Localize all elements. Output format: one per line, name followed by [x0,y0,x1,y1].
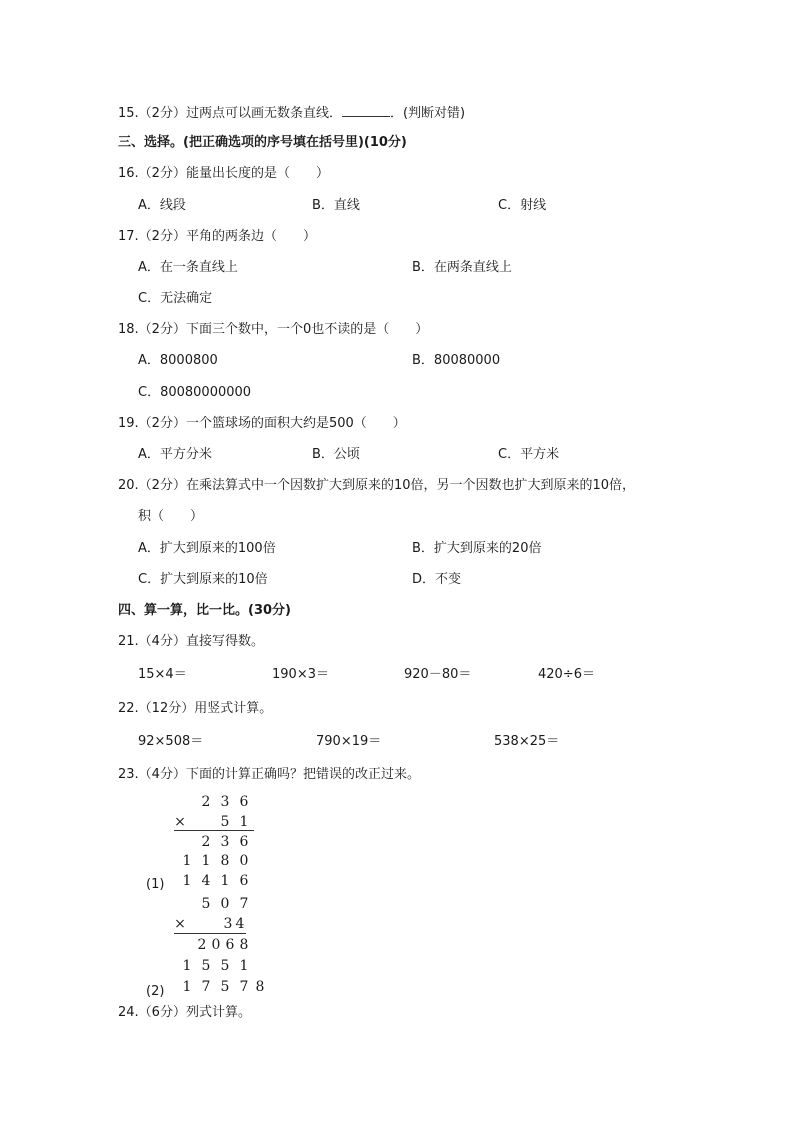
digit: 1 [239,814,249,830]
digit: 4 [235,916,245,932]
question-20-continued: 积（ ） [138,509,204,524]
q22-expression-2: 790×19＝ [316,734,382,749]
q16-option-b[interactable]: B．直线 [312,198,360,213]
times-sign: × [174,916,186,932]
digit: 7 [239,896,249,912]
digit: 2 [201,794,211,810]
digit: 2 [197,937,207,953]
digit: 3 [220,834,230,850]
digit: 2 [201,834,211,850]
q18-option-b[interactable]: B．80080000 [412,353,501,368]
question-19: 19.（2分）一个篮球场的面积大约是500（ ） [118,416,406,431]
question-24: 24.（6分）列式计算。 [118,1005,251,1020]
digit: 5 [201,896,211,912]
section-4-title: 四、算一算，比一比。(30分) [118,603,291,618]
question-16: 16.（2分）能量出长度的是（ ） [118,166,329,181]
q17-option-b[interactable]: B．在两条直线上 [412,260,512,275]
digit: 1 [182,853,192,869]
digit: 3 [220,794,230,810]
digit: 1 [239,958,249,974]
digit: 1 [182,979,192,995]
digit: 5 [220,958,230,974]
question-17: 17.（2分）平角的两条边（ ） [118,229,316,244]
q21-expression-2: 190×3＝ [272,667,329,682]
q16-option-a[interactable]: A．线段 [138,198,186,213]
digit: 6 [239,794,249,810]
digit: 1 [201,853,211,869]
digit: 0 [220,896,230,912]
digit: 5 [220,979,230,995]
q20-option-b[interactable]: B．扩大到原来的20倍 [412,541,542,556]
question-15-suffix: ．(判断对错) [389,106,466,121]
times-sign: × [174,814,186,830]
calculation-rule [174,933,246,934]
digit: 1 [220,873,230,889]
digit: 3 [223,916,233,932]
q17-option-c[interactable]: C．无法确定 [138,291,213,306]
q22-expression-1: 92×508＝ [138,734,204,749]
digit: 1 [182,873,192,889]
calculation-1-label: (1) [146,877,165,892]
q19-option-a[interactable]: A．平方分米 [138,447,212,462]
calculation-2-label: (2) [146,984,165,999]
q21-expression-3: 920－80＝ [404,667,472,682]
digit: 6 [239,834,249,850]
q19-option-c[interactable]: C．平方米 [498,447,560,462]
q18-option-a[interactable]: A．8000800 [138,353,218,368]
digit: 8 [220,853,230,869]
question-21: 21.（4分）直接写得数。 [118,634,264,649]
q20-option-d[interactable]: D．不变 [412,572,462,587]
q17-option-a[interactable]: A．在一条直线上 [138,260,238,275]
digit: 4 [201,873,211,889]
q22-expression-3: 538×25＝ [494,734,560,749]
digit: 8 [255,979,265,995]
digit: 5 [220,814,230,830]
question-22: 22.（12分）用竖式计算。 [118,701,273,716]
digit: 6 [239,873,249,889]
question-18: 18.（2分）下面三个数中，一个0也不读的是（ ） [118,322,429,337]
q20-option-c[interactable]: C．扩大到原来的10倍 [138,572,268,587]
question-15 [118,104,465,123]
calculation-rule [174,830,254,831]
q16-option-c[interactable]: C．射线 [498,198,547,213]
digit: 7 [239,979,249,995]
digit: 0 [239,853,249,869]
digit: 7 [201,979,211,995]
digit: 1 [182,958,192,974]
question-20: 20.（2分）在乘法算式中一个因数扩大到原来的10倍，另一个因数也扩大到原来的10倍， [118,478,636,493]
digit: 5 [201,958,211,974]
digit: 0 [211,937,221,953]
q18-option-c[interactable]: C．80080000000 [138,385,252,400]
digit: 8 [239,937,249,953]
q21-expression-1: 15×4＝ [138,667,187,682]
question-15-text: 15.（2分）过两点可以画无数条直线． [118,106,342,121]
q21-expression-4: 420÷6＝ [538,667,595,682]
section-3-title: 三、选择。(把正确选项的序号填在括号里)(10分) [118,135,407,150]
q20-option-a[interactable]: A．扩大到原来的100倍 [138,541,276,556]
answer-blank[interactable] [342,104,390,117]
question-23: 23.（4分）下面的计算正确吗？把错误的改正过来。 [118,767,420,782]
q19-option-b[interactable]: B．公顷 [312,447,360,462]
digit: 6 [225,937,235,953]
